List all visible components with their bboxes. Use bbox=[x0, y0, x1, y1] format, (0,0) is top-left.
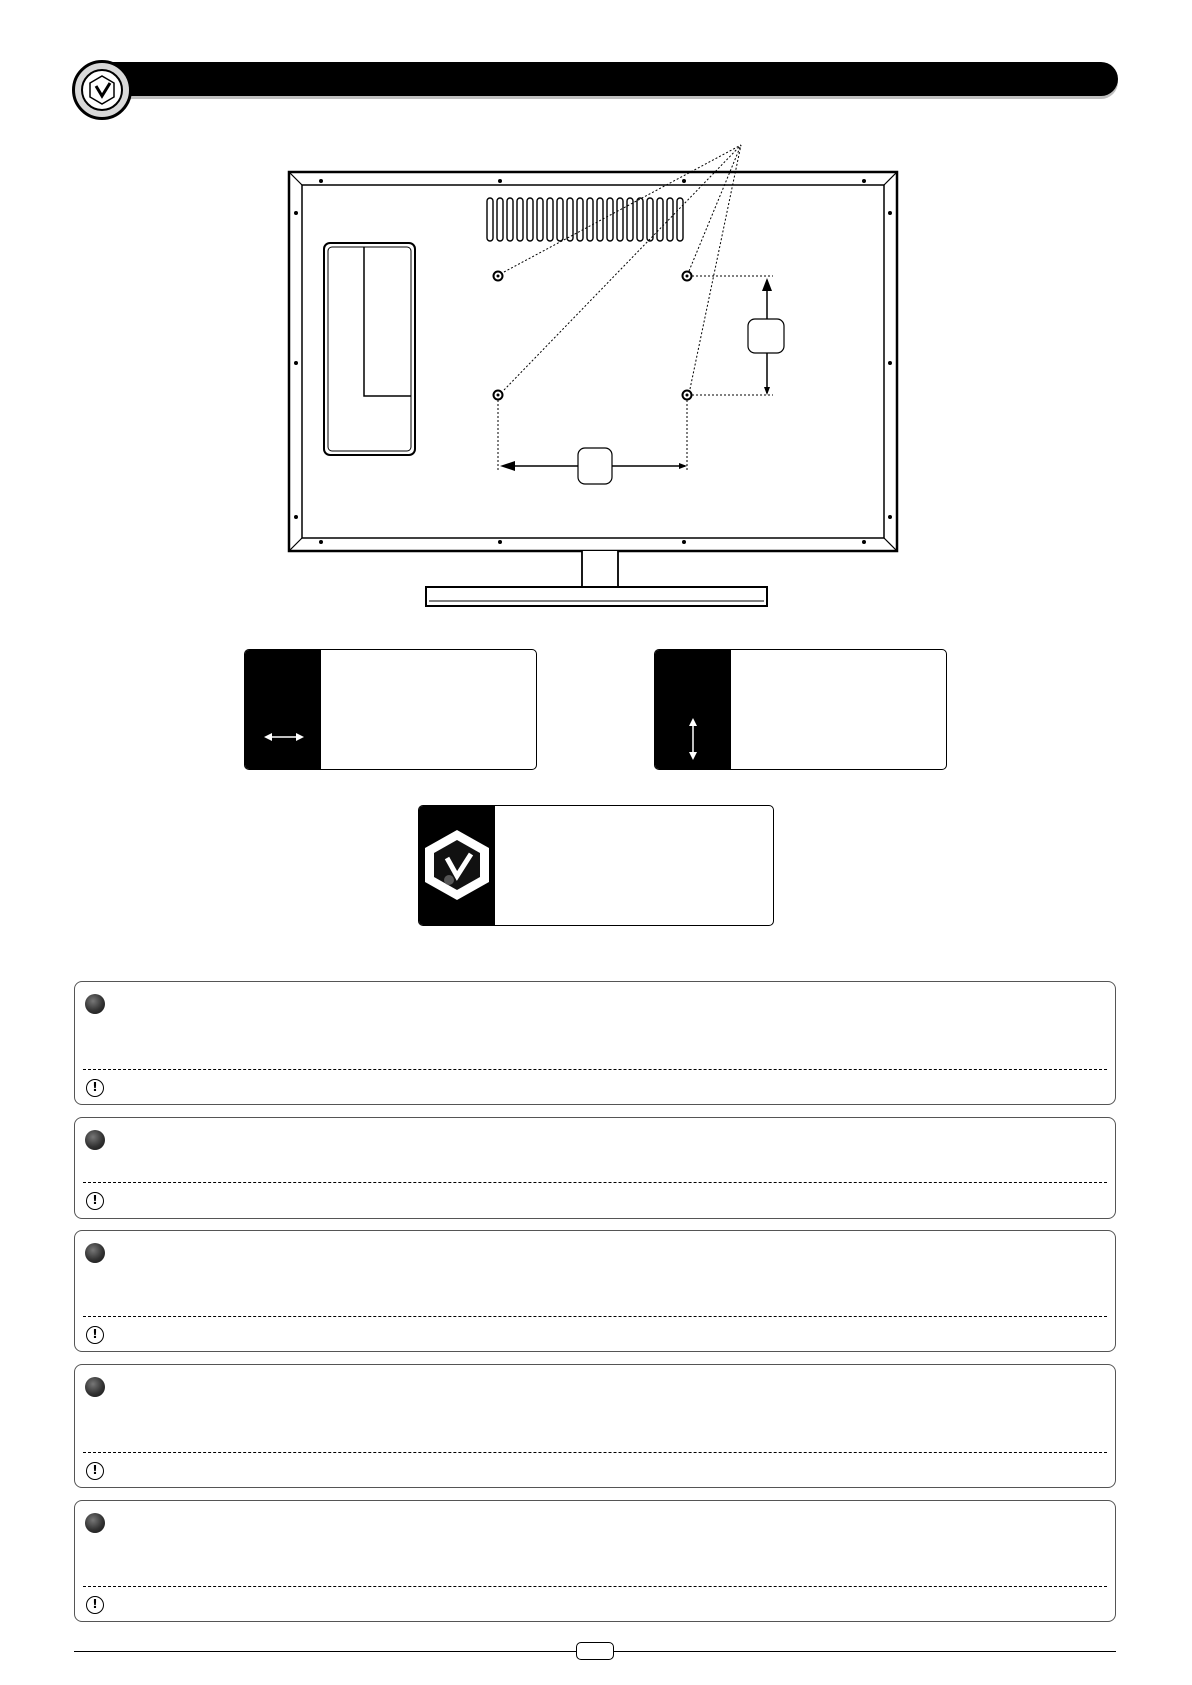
divider bbox=[83, 1316, 1107, 1317]
vesa-mounting-compliant-logo bbox=[419, 826, 495, 904]
vertical-arrow-icon bbox=[686, 717, 700, 761]
vertical-spacing-box bbox=[654, 649, 947, 770]
warning-icon: ! bbox=[86, 1326, 104, 1344]
vesa-compliance-box bbox=[418, 805, 774, 926]
step-bullet-icon bbox=[85, 994, 105, 1014]
horizontal-arrow-icon bbox=[263, 730, 305, 744]
warning-icon: ! bbox=[86, 1079, 104, 1097]
vesa-seal-icon bbox=[72, 60, 132, 120]
step-panel-2 bbox=[74, 1117, 1116, 1219]
divider bbox=[83, 1586, 1107, 1587]
box-side-panel bbox=[419, 806, 495, 925]
seal-inner bbox=[81, 69, 123, 111]
tv-rear-panel-icon bbox=[280, 135, 920, 615]
step-panel-4 bbox=[74, 1364, 1116, 1488]
horizontal-spacing-box bbox=[244, 649, 537, 770]
warning-icon: ! bbox=[86, 1192, 104, 1210]
step-panel-3 bbox=[74, 1230, 1116, 1352]
step-bullet-icon bbox=[85, 1243, 105, 1263]
divider bbox=[83, 1182, 1107, 1183]
box-side-panel bbox=[245, 650, 321, 769]
step-panel-1 bbox=[74, 981, 1116, 1105]
divider bbox=[83, 1452, 1107, 1453]
divider bbox=[83, 1069, 1107, 1070]
section-title-bar bbox=[100, 62, 1118, 96]
page-number bbox=[576, 1642, 614, 1660]
step-bullet-icon bbox=[85, 1513, 105, 1533]
warning-icon: ! bbox=[86, 1596, 104, 1614]
step-panel-5 bbox=[74, 1500, 1116, 1622]
box-side-panel bbox=[655, 650, 731, 769]
warning-icon: ! bbox=[86, 1462, 104, 1480]
step-bullet-icon bbox=[85, 1377, 105, 1397]
step-bullet-icon bbox=[85, 1130, 105, 1150]
